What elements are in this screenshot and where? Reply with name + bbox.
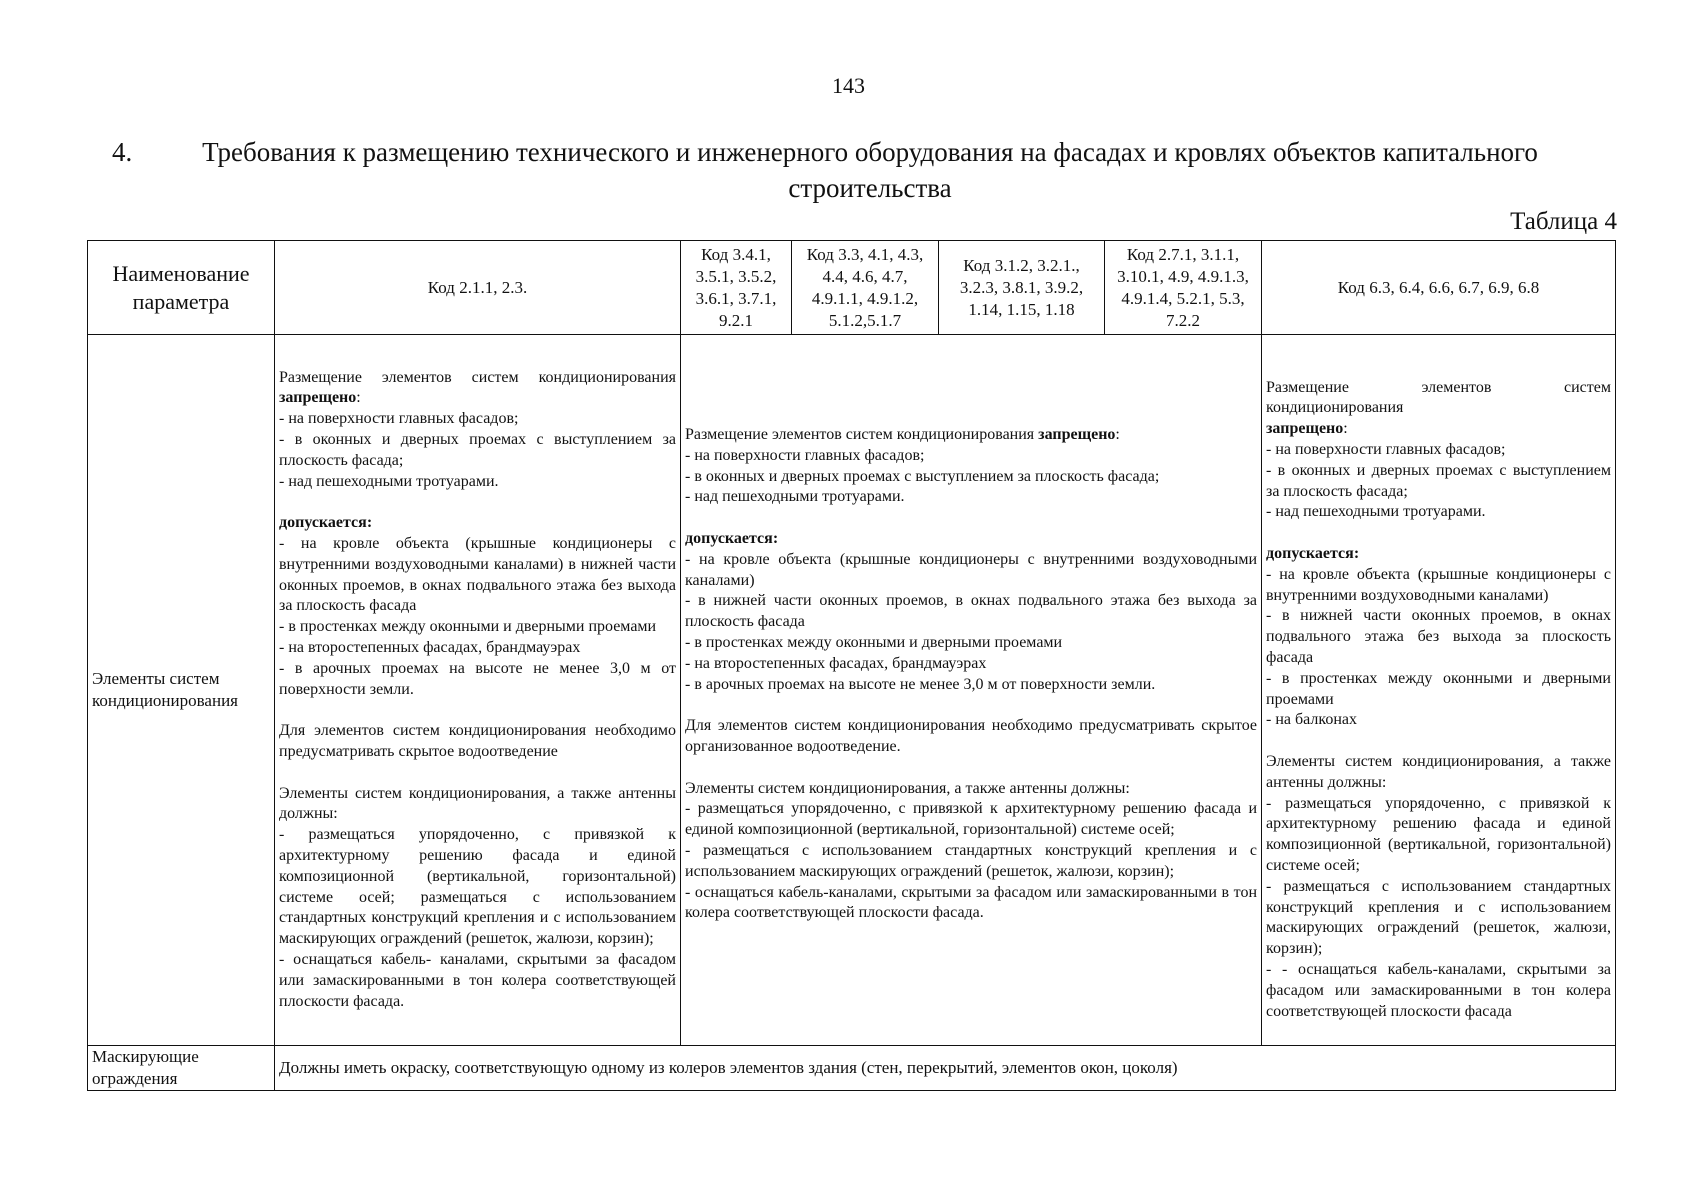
cell-mid-req-1: - размещаться упорядоченно, с привязкой к архитектурному решению фасада и единой композиционной (вертикальной, горизонтальной) системе осей; [685, 800, 1257, 839]
cell-col1-allow-3: - на второстепенных фасадах, брандмауэрах [279, 639, 581, 656]
cell-mid-forbid-2: - в оконных и дверных проемах с выступлением за плоскость фасада; [685, 467, 1160, 485]
cell-col1-allow-2: - в простенках между оконными и дверными проемами [279, 618, 657, 636]
section-number: 4. [112, 137, 133, 167]
cell-col6-forbidden: запрещено: [1266, 420, 1348, 438]
cell-mid-allow-2: - в нижней части оконных проемов, в окнах подвального этажа без выхода за плоскость фасада [685, 592, 1257, 631]
cell-col6-forbid-3: - над пешеходными тротуарами. [1266, 503, 1486, 521]
cell-col1-forbid-1: - на поверхности главных фасадов; [279, 410, 519, 428]
cell-col1-ac [275, 335, 681, 1046]
cell-col1-intro: Размещение элементов систем кондиционирования запрещено: [279, 368, 676, 407]
cell-mid-ac [681, 335, 1262, 1046]
row-name-air-conditioning: Элементы систем кондиционирования [88, 335, 275, 1046]
cell-col6-forbid-1: - на поверхности главных фасадов; [1266, 441, 1506, 459]
table-row-masking-fences [88, 1046, 1616, 1091]
cell-col6-allow-4: - на балконах [1266, 711, 1357, 729]
cell-col6-req-3: - - оснащаться кабель-каналами, скрытыми за фасадом или замаскированными в тон колера соответствующей плоскости фасада [1266, 960, 1611, 1020]
cell-col1-req-1: - размещаться упорядоченно, с привязкой к архитектурному решению фасада и единой композиционной (вертикальной, горизонтальной) системе осей; размещаться с использованием стандартных конструкций крепления и с использованием маскирующих ограждений (решеток, жалюзи, корзин); [279, 826, 676, 948]
header-col6: Код 6.3, 6.4, 6.6, 6.7, 6.9, 6.8 [1262, 241, 1616, 335]
cell-mid-intro: Размещение элементов систем кондиционирования запрещено: [685, 426, 1120, 443]
header-param: Наименование параметра [88, 241, 275, 335]
cell-mid-antennas: Элементы систем кондиционирования, а также антенны должны: [685, 779, 1130, 797]
cell-col6-req-2: - размещаться с использованием стандартных конструкций крепления и с использованием маскирующих ограждений (решеток, жалюзи, корзин); [1266, 877, 1611, 958]
cell-mid-allow-1: - на кровле объекта (крышные кондиционеры с внутренними воздуховодными каналами) [685, 550, 1257, 589]
cell-col6-intro: Размещение элементов систем кондиционирования [1266, 378, 1611, 417]
cell-col1-forbid-3: - над пешеходными тротуарами. [279, 472, 499, 490]
cell-mid-allow-4: - на второстепенных фасадах, брандмауэрах [685, 654, 987, 672]
cell-col6-forbid-2: - в оконных и дверных проемах с выступлением за плоскость фасада; [1266, 461, 1611, 500]
cell-mid-allowed-heading: допускается: [685, 529, 779, 547]
cell-mid-forbid-3: - над пешеходными тротуарами. [685, 488, 905, 506]
cell-col6-antennas: Элементы систем кондиционирования, а также антенны должны: [1266, 752, 1611, 791]
cell-col6-ac [1262, 335, 1616, 1046]
cell-mid-allow-5: - в арочных проемах на высоте не менее 3,0 м от поверхности земли. [685, 675, 1156, 693]
cell-col6-req-1: - размещаться упорядоченно, с привязкой к архитектурному решению фасада и единой композиционной (вертикальной, горизонтальной) системе осей; [1266, 794, 1611, 874]
table-header-row [88, 241, 1616, 335]
page-number: 143 [832, 73, 865, 98]
section-title: Требования к размещению технического и инженерного оборудования на фасадах и кровлях объектов капитального строительства [202, 137, 1538, 203]
table-row-air-conditioning [88, 335, 1616, 1046]
cell-col6-allow-3: - в простенках между оконными и дверными проемами [1266, 669, 1611, 708]
cell-mid-req-2: - размещаться с использованием стандартных конструкций крепления и с использованием маскирующих ограждений (решеток, жалюзи, корзин); [685, 841, 1257, 880]
header-col3: Код 3.3, 4.1, 4.3, 4.4, 4.6, 4.7, 4.9.1.1, 4.9.1.2, 5.1.2,5.1.7 [792, 241, 939, 335]
cell-mid-forbid-1: - на поверхности главных фасадов; [685, 446, 925, 464]
cell-mid-allow-3: - в простенках между оконными и дверными проемами [685, 633, 1063, 651]
cell-col1-forbid-2: - в оконных и дверных проемах с выступлением за плоскость фасада; [279, 431, 676, 469]
section-heading [100, 134, 1600, 206]
cell-mid-drainage: Для элементов систем кондиционирования необходимо предусматривать скрытое организованное водоотведение. [685, 717, 1257, 755]
cell-col1-req-2: - оснащаться кабель- каналами, скрытыми за фасадом или замаскированными в тон колера соответствующей плоскости фасада. [279, 950, 676, 1010]
header-col4: Код 3.1.2, 3.2.1., 3.2.3, 3.8.1, 3.9.2, 1.14, 1.15, 1.18 [939, 241, 1105, 335]
cell-col6-allow-1: - на кровле объекта (крышные кондиционеры с внутренними воздуховодными каналами) [1266, 565, 1611, 604]
cell-col1-allow-1: - на кровле объекта (крышные кондиционеры с внутренними воздуховодными каналами) в нижней части оконных проемов, в окнах подвального этажа без выхода за плоскость фасада [279, 535, 676, 615]
requirements-table [87, 240, 1616, 1091]
cell-col1-drainage: Для элементов систем кондиционирования необходимо предусматривать скрытое водоотведение [279, 722, 676, 760]
table-label: Таблица 4 [1510, 208, 1617, 235]
cell-col1-antennas: Элементы систем кондиционирования, а также антенны должны: [279, 784, 676, 823]
cell-col1-allow-4: - в арочных проемах на высоте не менее 3,0 м от поверхности земли. [279, 659, 676, 698]
cell-col6-allowed-heading: допускается: [1266, 545, 1360, 563]
header-col2: Код 3.4.1, 3.5.1, 3.5.2, 3.6.1, 3.7.1, 9.2.1 [681, 241, 792, 335]
cell-masking-fences: Должны иметь окраску, соответствующую одному из колеров элементов здания (стен, перекрытий, элементов окон, цоколя) [275, 1046, 1616, 1091]
row-name-masking-fences: Маскирующие ограждения [88, 1046, 275, 1091]
header-col5: Код 2.7.1, 3.1.1, 3.10.1, 4.9, 4.9.1.3, 4.9.1.4, 5.2.1, 5.3, 7.2.2 [1105, 241, 1262, 335]
cell-mid-req-3: - оснащаться кабель-каналами, скрытыми за фасадом или замаскированными в тон колера соответствующей плоскости фасада. [685, 883, 1257, 922]
header-col1: Код 2.1.1, 2.3. [275, 241, 681, 335]
cell-col1-allowed-heading: допускается: [279, 514, 373, 532]
cell-col6-allow-2: - в нижней части оконных проемов, в окнах подвального этажа без выхода за плоскость фасада [1266, 607, 1611, 666]
